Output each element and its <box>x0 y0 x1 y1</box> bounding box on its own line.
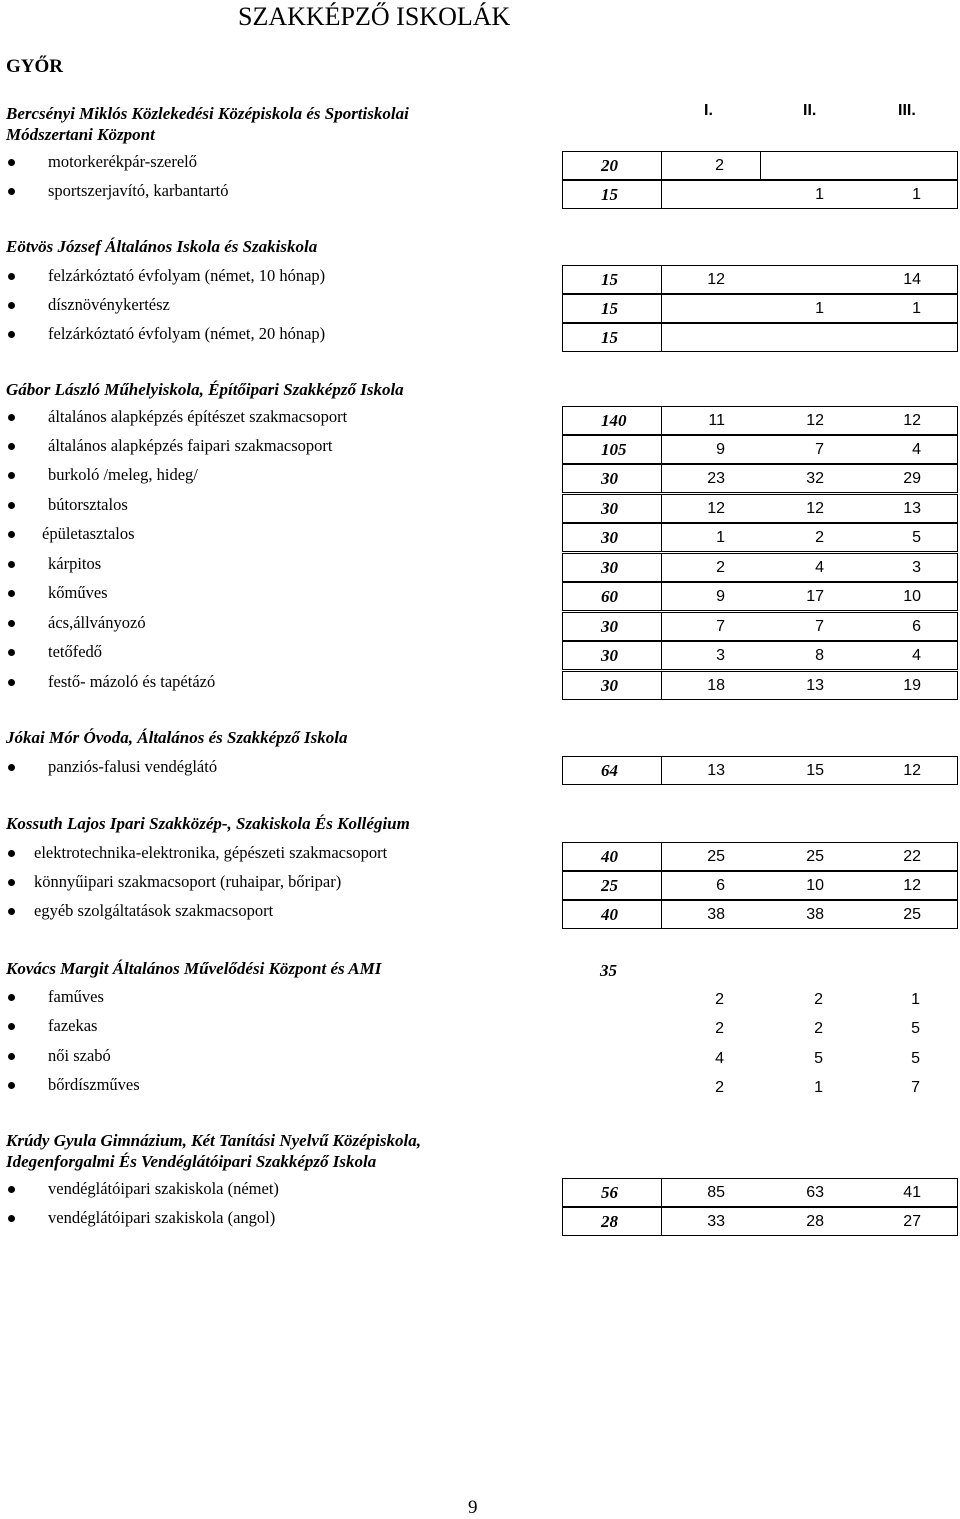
cell-total: 40 <box>563 843 662 870</box>
bullet-icon <box>8 850 15 857</box>
cell-III: 27 <box>903 1213 921 1230</box>
bullet-icon <box>8 649 15 656</box>
data-row <box>562 464 958 493</box>
cell-III: 4 <box>912 441 921 458</box>
cell-II: 12 <box>806 412 824 429</box>
item-label: burkoló /meleg, hideg/ <box>48 465 198 484</box>
list-item <box>0 523 960 553</box>
data-row <box>562 523 958 552</box>
cell-I: 12 <box>707 500 725 517</box>
data-row <box>562 323 958 352</box>
cell-III: 25 <box>903 906 921 923</box>
cell-II: 1 <box>815 300 824 317</box>
cell-total <box>562 1015 661 1042</box>
cell-total <box>562 986 661 1013</box>
cell-III <box>860 152 957 179</box>
cell-III: 12 <box>903 762 921 779</box>
cell-I: 6 <box>716 877 725 894</box>
cell-III: 5 <box>911 1020 920 1037</box>
list-item <box>0 1207 960 1237</box>
item-label: fazekas <box>48 1016 98 1035</box>
list-item <box>0 671 960 701</box>
cell-total: 64 <box>563 757 662 784</box>
cell-III: 12 <box>903 877 921 894</box>
data-row <box>562 151 958 180</box>
school-name-krudy <box>6 1130 421 1172</box>
bullet-icon <box>8 502 15 509</box>
item-label: általános alapképzés építészet szakmacsoport <box>48 407 348 426</box>
cell-I: 9 <box>716 588 725 605</box>
cell-total: 60 <box>563 583 662 610</box>
cell-total: 15 <box>563 266 662 293</box>
cell-I: 2 <box>715 1020 724 1037</box>
cell-II: 25 <box>806 848 824 865</box>
cell-III: 1 <box>912 186 921 203</box>
cell-I: 11 <box>708 412 725 429</box>
item-label: elektrotechnika-elektronika, gépészeti szakmacsoport <box>34 843 388 862</box>
item-label: vendéglátóipari szakiskola (német) <box>48 1179 279 1198</box>
page-number: 9 <box>468 1497 478 1518</box>
cell-II <box>761 266 860 293</box>
cell-total <box>562 1045 661 1072</box>
cell-III: 1 <box>912 300 921 317</box>
cell-I: 2 <box>715 1079 724 1096</box>
list-item <box>0 464 960 494</box>
cell-III: 29 <box>903 470 921 487</box>
bullet-icon <box>8 273 15 280</box>
data-row <box>562 641 958 670</box>
cell-II: 15 <box>806 762 824 779</box>
cell-total: 30 <box>563 524 662 551</box>
bullet-icon <box>8 1023 15 1030</box>
cell-total: 25 <box>563 872 662 899</box>
data-row <box>562 180 958 209</box>
item-label: épületasztalos <box>42 524 135 543</box>
cell-total: 15 <box>563 295 662 322</box>
bullet-icon <box>8 531 15 538</box>
bullet-icon <box>8 414 15 421</box>
item-label: felzárkóztató évfolyam (német, 10 hónap) <box>48 266 326 285</box>
cell-total: 30 <box>563 642 662 669</box>
cell-I: 12 <box>707 271 725 288</box>
data-row <box>562 294 958 323</box>
cell-I: 25 <box>707 848 725 865</box>
list-item <box>0 641 960 671</box>
item-label: panziós-falusi vendéglátó <box>48 757 218 776</box>
cell-III: 5 <box>912 529 921 546</box>
item-label: egyéb szolgáltatások szakmacsoport <box>34 901 274 920</box>
cell-total: 28 <box>563 1208 662 1235</box>
school-name-line: Módszertani Központ <box>6 125 155 144</box>
bullet-icon <box>8 302 15 309</box>
school-name-line: Jókai Mór Óvoda, Általános és Szakképző Iskola <box>6 728 348 747</box>
item-label: sportszerjavító, karbantartó <box>48 181 229 200</box>
column-header-III: III. <box>898 102 916 119</box>
cell-III: 12 <box>903 412 921 429</box>
cell-III: 41 <box>903 1184 921 1201</box>
list-item <box>0 151 960 181</box>
cell-I: 2 <box>716 559 725 576</box>
data-row <box>562 1074 958 1103</box>
item-label: bőrdíszműves <box>48 1075 140 1094</box>
cell-total: 56 <box>563 1179 662 1206</box>
school-name-line: Idegenforgalmi És Vendéglátóipari Szakképző Iskola <box>6 1152 377 1171</box>
cell-II: 10 <box>806 877 824 894</box>
cell-II: 17 <box>806 588 824 605</box>
item-label: vendéglátóipari szakiskola (angol) <box>48 1208 276 1227</box>
cell-I: 23 <box>707 470 725 487</box>
data-row <box>562 1207 958 1236</box>
list-item <box>0 871 960 901</box>
cell-I: 85 <box>707 1184 725 1201</box>
school-name-line: Eötvös József Általános Iskola és Szakiskola <box>6 237 318 256</box>
cell-I: 2 <box>662 152 761 179</box>
school-name-eotvos <box>6 236 317 257</box>
data-row <box>562 842 958 871</box>
data-row <box>562 582 958 611</box>
item-label: dísznövénykertész <box>48 295 170 314</box>
cell-II: 28 <box>806 1213 824 1230</box>
cell-III: 22 <box>903 848 921 865</box>
school-name-gabor <box>6 379 404 400</box>
item-label: női szabó <box>48 1046 111 1065</box>
cell-I: 33 <box>707 1213 725 1230</box>
school-name-line: Kossuth Lajos Ipari Szakközép-, Szakiskola És Kollégium <box>6 814 410 833</box>
cell-I: 3 <box>716 647 725 664</box>
cell-II: 4 <box>815 559 824 576</box>
cell-III: 1 <box>911 991 920 1008</box>
cell-III: 14 <box>903 271 921 288</box>
school-name-bercsenyi <box>6 103 409 145</box>
school-name-line: Kovács Margit Általános Művelődési Központ és AMI <box>6 959 382 978</box>
cell-total: 15 <box>563 324 662 351</box>
cell-II: 7 <box>815 618 824 635</box>
school-name-kossuth <box>6 813 410 834</box>
cell-total: 20 <box>563 152 662 179</box>
cell-III: 7 <box>911 1079 920 1096</box>
cell-total: 30 <box>563 495 662 522</box>
cell-I: 2 <box>715 991 724 1008</box>
bullet-icon <box>8 620 15 627</box>
school-total: 35 <box>600 961 617 980</box>
bullet-icon <box>8 331 15 338</box>
data-row <box>562 553 958 582</box>
bullet-icon <box>8 994 15 1001</box>
data-row <box>562 986 958 1015</box>
data-row <box>562 900 958 929</box>
school-name-line: Krúdy Gyula Gimnázium, Két Tanítási Nyelvű Középiskola, <box>6 1131 421 1150</box>
list-item <box>0 756 960 786</box>
item-label: általános alapképzés faipari szakmacsoport <box>48 436 333 455</box>
cell-total: 30 <box>563 672 662 699</box>
column-header-I: I. <box>704 102 713 119</box>
list-item <box>0 986 960 1016</box>
cell-I <box>662 181 761 208</box>
cell-II: 63 <box>806 1184 824 1201</box>
cell-III: 19 <box>903 677 921 694</box>
data-row <box>562 756 958 785</box>
cell-total: 30 <box>563 613 662 640</box>
list-item <box>0 1074 960 1104</box>
cell-I: 13 <box>707 762 725 779</box>
cell-I: 1 <box>716 529 725 546</box>
item-label: motorkerékpár-szerelő <box>48 152 198 171</box>
cell-I: 9 <box>716 441 725 458</box>
item-label: bútorsztalos <box>48 495 128 514</box>
list-item <box>0 180 960 210</box>
cell-III: 3 <box>912 559 921 576</box>
school-name-kovacs <box>6 958 381 979</box>
cell-II <box>761 152 860 179</box>
school-name-line: Bercsényi Miklós Közlekedési Középiskola és Sportiskolai <box>6 104 409 123</box>
cell-II: 8 <box>815 647 824 664</box>
item-label: ács,állványozó <box>48 613 146 632</box>
cell-total: 140 <box>563 407 662 434</box>
list-item <box>0 1045 960 1075</box>
list-item <box>0 1178 960 1208</box>
list-item <box>0 323 960 353</box>
cell-II: 5 <box>814 1050 823 1067</box>
cell-II: 12 <box>806 500 824 517</box>
item-label: kőműves <box>48 583 108 602</box>
bullet-icon <box>8 472 15 479</box>
bullet-icon <box>8 443 15 450</box>
cell-I: 38 <box>707 906 725 923</box>
item-label: kárpitos <box>48 554 102 573</box>
data-row <box>562 1015 958 1044</box>
data-row <box>562 435 958 464</box>
list-item <box>0 582 960 612</box>
cell-total: 30 <box>563 554 662 581</box>
cell-II: 32 <box>806 470 824 487</box>
bullet-icon <box>8 879 15 886</box>
item-label: tetőfedő <box>48 642 103 661</box>
list-item <box>0 900 960 930</box>
bullet-icon <box>8 1053 15 1060</box>
bullet-icon <box>8 908 15 915</box>
data-row <box>562 265 958 294</box>
cell-II: 13 <box>806 677 824 694</box>
bullet-icon <box>8 1186 15 1193</box>
data-row <box>562 671 958 700</box>
cell-II: 7 <box>815 441 824 458</box>
cell-II: 38 <box>806 906 824 923</box>
data-row <box>562 612 958 641</box>
list-item <box>0 435 960 465</box>
item-label: faműves <box>48 987 104 1006</box>
cell-total <box>562 1074 661 1101</box>
data-row <box>562 494 958 523</box>
cell-II: 2 <box>815 529 824 546</box>
bullet-icon <box>8 590 15 597</box>
data-row <box>562 1178 958 1207</box>
list-item <box>0 294 960 324</box>
bullet-icon <box>8 679 15 686</box>
cell-III: 13 <box>903 500 921 517</box>
list-item <box>0 406 960 436</box>
cell-I <box>662 295 761 322</box>
column-header-II: II. <box>803 102 817 119</box>
bullet-icon <box>8 561 15 568</box>
cell-III: 6 <box>912 618 921 635</box>
list-item <box>0 842 960 872</box>
bullet-icon <box>8 1082 15 1089</box>
cell-III: 4 <box>912 647 921 664</box>
cell-total: 15 <box>563 181 662 208</box>
item-label: felzárkóztató évfolyam (német, 20 hónap) <box>48 324 326 343</box>
cell-total: 105 <box>563 436 662 463</box>
item-label: könnyűipari szakmacsoport (ruhaipar, bőripar) <box>34 872 342 891</box>
school-name-jokai <box>6 727 347 748</box>
bullet-icon <box>8 1215 15 1222</box>
cell-II: 1 <box>815 186 824 203</box>
cell-I: 18 <box>707 677 725 694</box>
data-row <box>562 406 958 435</box>
data-row <box>562 1045 958 1074</box>
bullet-icon <box>8 159 15 166</box>
item-label: festő- mázoló és tapétázó <box>48 672 216 691</box>
cell-III: 5 <box>911 1050 920 1067</box>
data-row <box>562 871 958 900</box>
list-item <box>0 265 960 295</box>
cell-I: 4 <box>715 1050 724 1067</box>
list-item <box>0 553 960 583</box>
city-heading: GYŐR <box>6 56 63 77</box>
list-item <box>0 494 960 524</box>
cell-III <box>860 324 957 351</box>
cell-II: 1 <box>814 1079 823 1096</box>
list-item <box>0 1015 960 1045</box>
bullet-icon <box>8 188 15 195</box>
page-title: SZAKKÉPZŐ ISKOLÁK <box>238 2 511 31</box>
school-name-line: Gábor László Műhelyiskola, Építőipari Szakképző Iskola <box>6 380 404 399</box>
cell-I <box>662 324 761 351</box>
cell-I: 7 <box>716 618 725 635</box>
cell-III: 10 <box>903 588 921 605</box>
cell-II: 2 <box>814 1020 823 1037</box>
bullet-icon <box>8 764 15 771</box>
cell-II: 2 <box>814 991 823 1008</box>
cell-total: 30 <box>563 465 662 492</box>
list-item <box>0 612 960 642</box>
cell-II <box>761 324 860 351</box>
cell-total: 40 <box>563 901 662 928</box>
